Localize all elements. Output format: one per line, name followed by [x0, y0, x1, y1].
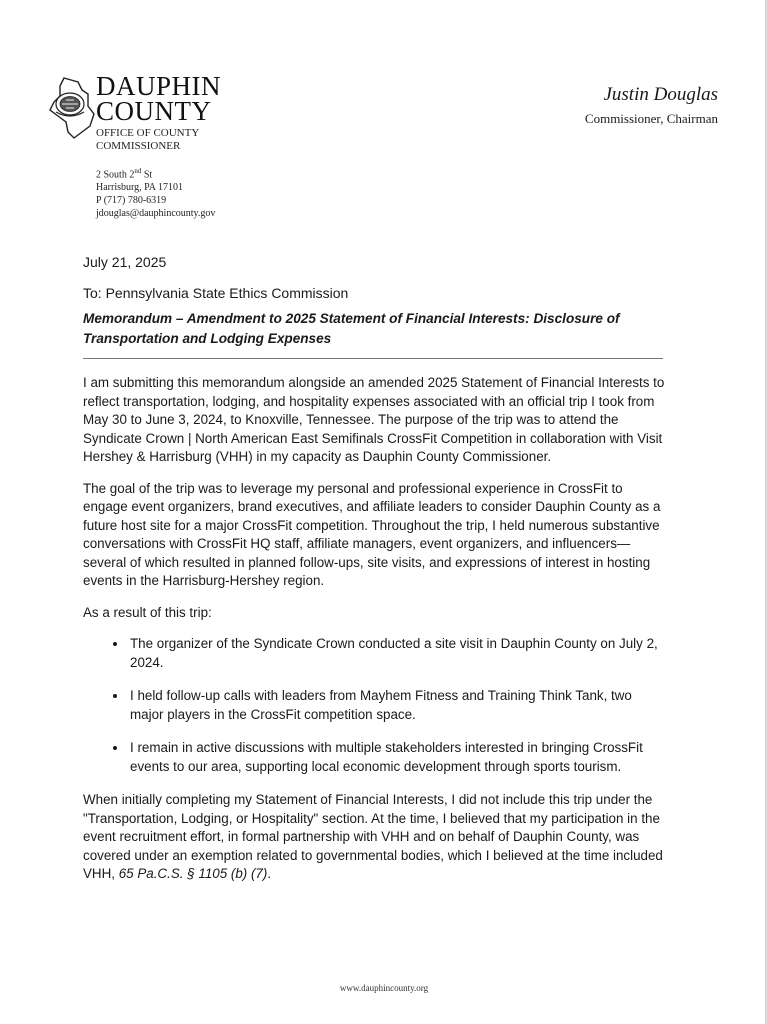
signer-block [585, 84, 718, 127]
office-address [96, 165, 215, 220]
statute-citation: 65 Pa.C.S. § 1105 (b) (7) [118, 866, 268, 881]
memo-subject-line1: Memorandum – Amendment to 2025 Statement of Financial Interests: Disclosure of [83, 311, 620, 326]
office-line1: OFFICE OF COUNTY [96, 127, 200, 139]
memo-date: July 21, 2025 [83, 254, 167, 270]
body-paragraph-3: When initially completing my Statement of Financial Interests, I did not include this trip under the "Transportation, Lodging, or Hospitality" section. At the time, I believed that my participation in the event recruitment effort, in formal partnership with VHH and on behalf of Dauphin County, was covered under an exemption related to governmental bodies, which I believed at the time included VHH, 65 Pa.C.S. § 1105 (b) (7). [83, 792, 663, 881]
email-address[interactable]: jdouglas@dauphincounty.gov [96, 208, 216, 220]
county-name-line1: DAUPHIN [96, 71, 221, 101]
city-state-zip: Harrisburg, PA 17101 [96, 182, 183, 194]
memo-subject [83, 309, 673, 349]
memo-recipient: To: Pennsylvania State Ethics Commission [83, 285, 349, 301]
divider [83, 358, 663, 359]
county-seal-icon [44, 76, 98, 140]
office-line2: COMMISSIONER [96, 140, 181, 152]
street-address: 2 South 2nd St [96, 167, 153, 181]
memo-body [83, 374, 665, 897]
phone-number: P (717) 780-6319 [96, 195, 167, 207]
signer-title: Commissioner, Chairman [584, 111, 718, 126]
results-list [83, 635, 665, 776]
county-name [96, 71, 221, 126]
list-intro: As a result of this trip: [83, 604, 212, 620]
list-item: • I remain in active discussions with multiple stakeholders interested in bringing CrossFit events to our area, supporting local economic development through sports tourism. [128, 739, 665, 776]
signer-name: Justin Douglas [603, 84, 718, 105]
list-item: • I held follow-up calls with leaders from Mayhem Fitness and Training Think Tank, two major players in the CrossFit competition space. [128, 687, 665, 724]
footer-website[interactable]: www.dauphincounty.org [339, 983, 429, 993]
list-item: • The organizer of the Syndicate Crown conducted a site visit in Dauphin County on July 2, 2024. [128, 635, 665, 672]
memo-subject-line2: Transportation and Lodging Expenses [83, 331, 332, 346]
body-paragraph-2: The goal of the trip was to leverage my personal and professional experience in CrossFit to engage event organizers, brand executives, and affiliate leaders to consider Dauphin County as a future host site for a major CrossFit competition. Throughout the trip, I held numerous substantive conversations with CrossFit HQ staff, affiliate managers, event organizers, and influencers—several of which resulted in planned follow-ups, site visits, and expressions of interest in hosting events in the Harrisburg-Hershey region. [83, 480, 661, 588]
office-name [96, 127, 199, 153]
body-paragraph-1: I am submitting this memorandum alongside an amended 2025 Statement of Financial Interests to reflect transportation, lodging, and hospitality expenses associated with an official trip I took from May 30 to June 3, 2024, to Knoxville, Tennessee. The purpose of the trip was to attend the Syndicate Crown | North American East Semifinals CrossFit Competition in collaboration with Visit Hershey & Harrisburg (VHH) in my capacity as Dauphin County Commissioner. [83, 375, 665, 464]
county-name-line2: COUNTY [96, 96, 212, 126]
